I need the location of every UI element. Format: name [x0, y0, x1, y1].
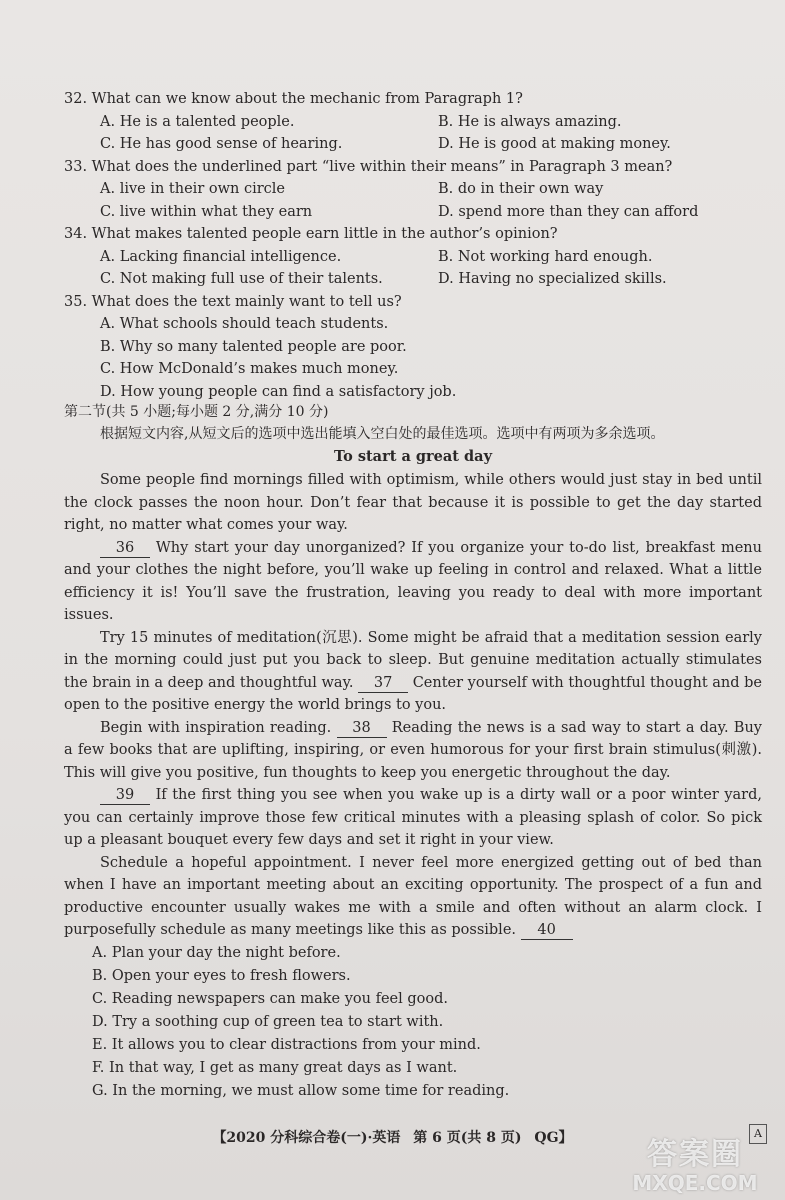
- option-c: C. He has good sense of hearing.: [100, 136, 343, 152]
- section-instruction: 根据短文内容,从短文后的选项中选出能填入空白处的最佳选项。选项中有两项为多余选项。: [100, 426, 665, 442]
- option-c: C. live within what they earn: [100, 203, 313, 220]
- blank-38: 38: [337, 719, 387, 738]
- option-a: A. He is a talented people.: [100, 113, 295, 130]
- passage-paragraph-4: Begin with inspiration reading. 38 Reading the news is a sad way to start a day. Buy a few books that are uplifting, inspiring, or even humorous for your first brain stimulus(刺激). This will give you positive, fun thoughts to keep you energetic throughout the day.: [64, 719, 762, 781]
- blank-39: 39: [100, 786, 150, 805]
- watermark-logo: [615, 1138, 775, 1196]
- blank-40: 40: [521, 921, 573, 940]
- version-mark: A: [749, 1124, 767, 1144]
- choice-e: E. It allows you to clear distractions from your mind.: [92, 1036, 481, 1053]
- choice-c: C. Reading newspapers can make you feel good.: [92, 990, 448, 1007]
- option-c: C. Not making full use of their talents.: [100, 271, 383, 287]
- question-stem: 35. What does the text mainly want to tell us?: [64, 293, 402, 310]
- choice-d: D. Try a soothing cup of green tea to start with.: [92, 1013, 444, 1030]
- page-number: 第 6 页(共 8 页): [413, 1130, 522, 1146]
- passage-paragraph-5: 39 If the first thing you see when you wake up is a dirty wall or a poor winter yard, you can certainly improve those few critical minutes with a pleasing splash of color. So pick up a pleasant bouquet every few days and set it right in your view.: [64, 787, 762, 848]
- question-stem: 33. What does the underlined part “live within their means” in Paragraph 3 mean?: [64, 158, 673, 175]
- option-d: D. Having no specialized skills.: [438, 271, 667, 287]
- answer-choices: [64, 942, 762, 1103]
- choice-f: F. In that way, I get as many great days as I want.: [92, 1059, 458, 1076]
- question-33: [64, 156, 764, 224]
- option-b: B. do in their own way: [438, 181, 604, 197]
- question-32: [64, 88, 764, 156]
- watermark-text: 答案圈: [647, 1137, 743, 1172]
- exam-code: QG】: [534, 1130, 573, 1146]
- choice-g: G. In the morning, we must allow some time for reading.: [92, 1082, 510, 1099]
- choice-a: A. Plan your day the night before.: [92, 944, 341, 961]
- question-stem: 34. What makes talented people earn little in the author’s opinion?: [64, 226, 558, 242]
- question-34: [64, 223, 764, 291]
- blank-36: 36: [100, 539, 150, 558]
- passage-title: To start a great day: [333, 448, 493, 465]
- option-a: A. Lacking financial intelligence.: [100, 248, 342, 265]
- option-d: D. How young people can find a satisfactory job.: [100, 383, 457, 400]
- passage-paragraph-3: Try 15 minutes of meditation(沉思). Some might be afraid that a meditation session early in the morning could just put you back to sleep. But genuine meditation actually stimulates the brain in a deep and thoughtful way. 37 Center yourself with thoughtful thought and be open to the positive energy the world brings to you.: [64, 629, 762, 713]
- section-heading: 第二节(共 5 小题;每小题 2 分,满分 10 分): [64, 404, 329, 420]
- cloze-section: [64, 401, 762, 1103]
- option-a: A. What schools should teach students.: [100, 316, 389, 332]
- passage-paragraph-1: Some people find mornings filled with optimism, while others would just stay in bed until the clock passes the noon hour. Don’t fear that because it is possible to get the day started right, no matter what comes your way.: [64, 472, 762, 533]
- passage-paragraph-6: Schedule a hopeful appointment. I never feel more energized getting out of bed than when I have an important meeting about an exciting opportunity. The prospect of a fun and productive encounter usually wakes me with a smile and often without an alarm clock. I purposefully schedule as many meetings like this as possible. 40: [64, 854, 762, 938]
- option-d: D. He is good at making money.: [438, 136, 671, 152]
- option-c: C. How McDonald’s makes much money.: [100, 361, 399, 377]
- option-b: B. He is always amazing.: [438, 113, 622, 130]
- choice-b: B. Open your eyes to fresh flowers.: [92, 967, 351, 984]
- passage-paragraph-2: 36 Why start your day unorganized? If you organize your to-do list, breakfast menu and your clothes the night before, you’ll wake up feeling in control and relaxed. What a little efficiency it is! You’ll save the frustration, leaving you ready to deal with more important issues.: [64, 539, 762, 623]
- exam-name: 【2020 分科综合卷(一)·英语: [212, 1130, 401, 1146]
- watermark-url: MXQE.COM: [632, 1171, 758, 1195]
- question-stem: 32. What can we know about the mechanic from Paragraph 1?: [64, 91, 523, 107]
- option-b: B. Why so many talented people are poor.: [100, 338, 407, 355]
- option-b: B. Not working hard enough.: [438, 248, 653, 265]
- reading-questions: [64, 88, 764, 403]
- question-35: [64, 291, 764, 404]
- blank-37: 37: [358, 674, 408, 693]
- option-a: A. live in their own circle: [100, 181, 285, 197]
- option-d: D. spend more than they can afford: [438, 203, 699, 220]
